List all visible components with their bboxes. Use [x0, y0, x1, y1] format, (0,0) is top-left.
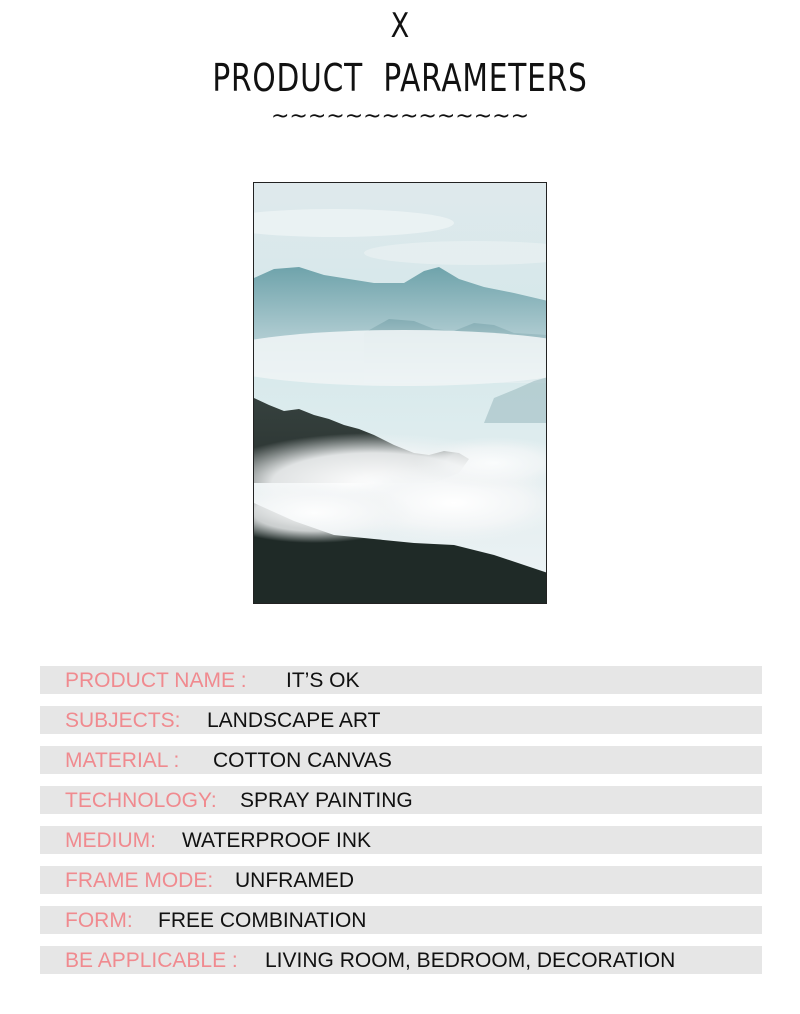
page-title: PRODUCT PARAMETERS: [212, 56, 588, 100]
product-painting-image: [253, 182, 547, 604]
parameter-value: COTTON CANVAS: [213, 749, 392, 772]
misty-mountain-landscape: [254, 183, 547, 604]
title-divider: ~~~~~~~~~~~~~~: [270, 104, 530, 129]
parameter-label: BE APPLICABLE :: [65, 949, 238, 972]
parameter-row-form: [40, 906, 762, 934]
parameter-label: MATERIAL :: [65, 749, 180, 772]
header-mark: X: [390, 6, 410, 46]
parameter-value: SPRAY PAINTING: [240, 789, 413, 812]
parameter-value: LIVING ROOM, BEDROOM, DECORATION: [265, 949, 676, 972]
parameter-label: SUBJECTS:: [65, 709, 181, 732]
parameter-value: WATERPROOF INK: [182, 829, 371, 852]
parameter-label: FORM:: [65, 909, 133, 932]
parameter-label: FRAME MODE:: [65, 869, 214, 892]
parameter-label: PRODUCT NAME :: [65, 669, 247, 692]
parameter-row-frame-mode: [40, 866, 762, 894]
parameter-row-technology: [40, 786, 762, 814]
parameter-value: IT’S OK: [286, 669, 360, 692]
parameter-value: UNFRAMED: [235, 869, 354, 892]
parameter-row-product-name: [40, 666, 762, 694]
parameter-label: TECHNOLOGY:: [65, 789, 217, 812]
parameter-row-be-applicable: [40, 946, 762, 974]
parameter-value: FREE COMBINATION: [158, 909, 367, 932]
parameter-row-subjects: [40, 706, 762, 734]
parameter-value: LANDSCAPE ART: [207, 709, 381, 732]
parameter-row-material: [40, 746, 762, 774]
parameter-row-medium: [40, 826, 762, 854]
parameter-label: MEDIUM:: [65, 829, 156, 852]
